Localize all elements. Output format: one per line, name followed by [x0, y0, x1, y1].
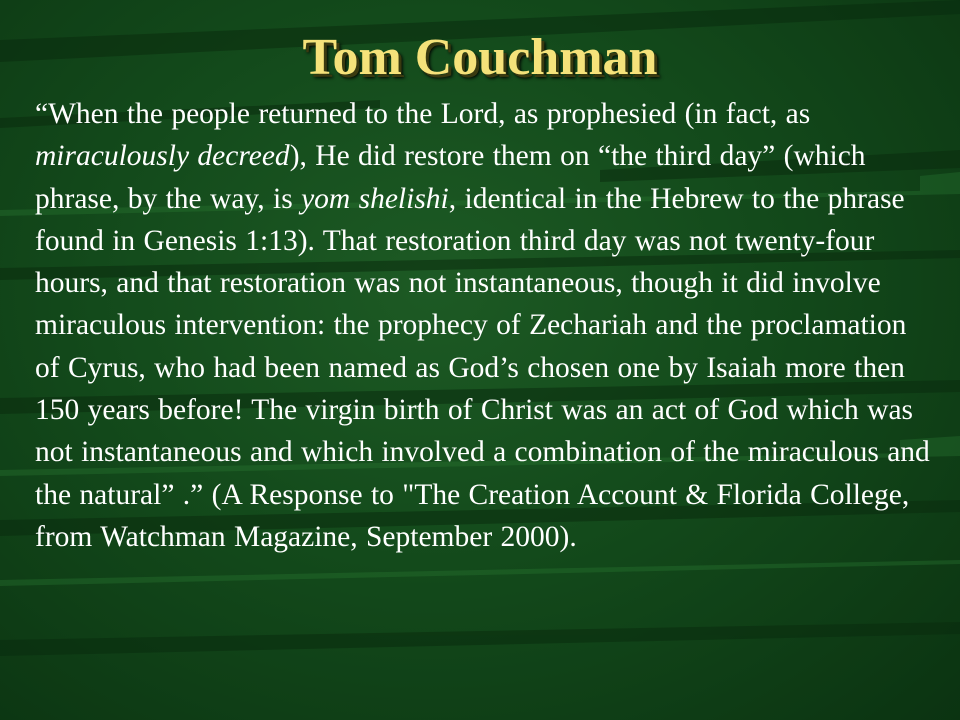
quote-segment-italic: miraculously decreed	[35, 140, 290, 173]
quote-segment: ), He did restore them on “the third day” (which phrase, by the way, is	[35, 140, 866, 215]
quote-segment: “When the people returned to the Lord, as prophesied (in fact, as	[35, 98, 811, 130]
quote-segment-italic: yom shelishi	[301, 182, 449, 215]
quote-body	[35, 93, 930, 558]
quote-segment: , identical in the Hebrew to the phrase found in Genesis 1:13). That restoration third day was not twenty-four hours, and that restoration was not instantaneous, though it did involve miraculous intervention: the prophecy of Zechariah and the proclamation of Cyrus, who had been named as God’s chosen one by Isaiah more then 150 years before! The virgin birth of Christ was an act of God which was not instantaneous and which involved a combination of the miraculous and the natural” .” (A Response to "The Creation Account & Florida College, from Watchman Magazine, September 2000).	[35, 182, 930, 553]
slide-title: Tom Couchman	[302, 29, 658, 86]
